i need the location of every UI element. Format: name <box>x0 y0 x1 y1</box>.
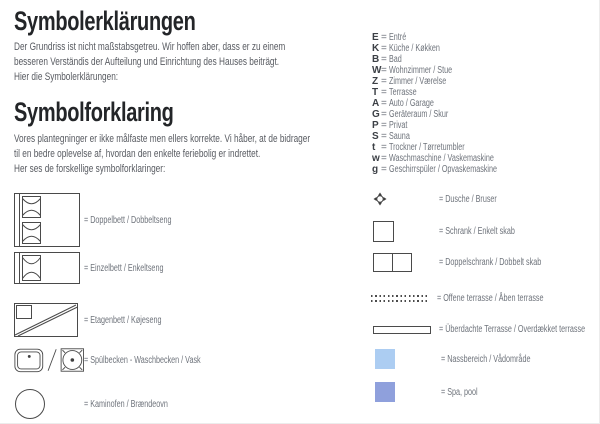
legend-label: = Nassbereich / Vådområde <box>441 353 531 365</box>
equals-sign: = <box>381 131 387 142</box>
legend-row <box>14 303 192 337</box>
legend-label: = Doppelbett / Dobbeltseng <box>84 214 172 226</box>
room-code-label: Zimmer / Værelse <box>389 76 447 87</box>
legend-row <box>14 252 194 284</box>
single-closet-icon <box>373 221 439 242</box>
room-code-letter: T <box>372 87 379 98</box>
room-code-label: Küche / Køkken <box>389 43 440 54</box>
german-intro-line: Hier die Symbolerklärungen: <box>14 71 119 83</box>
room-code-letter: G <box>372 109 380 120</box>
equals-sign: = <box>381 120 387 131</box>
room-code-label: Privat <box>389 120 408 131</box>
room-code-letter: W <box>372 65 382 76</box>
equals-sign: = <box>381 32 387 43</box>
legend-row <box>373 253 581 272</box>
room-code-row <box>372 43 539 54</box>
legend-row <box>371 293 585 304</box>
legend-row <box>373 221 544 242</box>
legend-label: = Einzelbett / Enkeltseng <box>84 262 164 274</box>
equals-sign: = <box>381 43 387 54</box>
danish-intro-line: Vores plantegninger er ikke målfaste men ellers korrekte. Vi håber, at de bidrager <box>14 133 311 145</box>
room-code-row <box>372 32 539 43</box>
room-code-label: Waschmaschine / Vaskemaskine <box>389 153 494 164</box>
room-code-row <box>372 87 539 98</box>
room-code-letter: B <box>372 54 380 65</box>
room-code-letter: t <box>372 142 376 153</box>
wood-stove-icon <box>14 388 84 420</box>
legend-row <box>375 349 565 369</box>
single-bed-icon <box>14 252 84 284</box>
equals-sign: = <box>381 109 387 120</box>
legend-row <box>14 193 205 247</box>
room-code-row <box>372 76 539 87</box>
german-intro-paragraph <box>14 40 376 85</box>
room-code-label: Wohnzimmer / Stue <box>389 65 453 76</box>
room-code-letter: E <box>372 32 379 43</box>
legend-label: = Spa, pool <box>441 386 478 398</box>
room-code-row <box>372 65 539 76</box>
room-code-label: Trockner / Tørretumbler <box>389 142 465 153</box>
danish-intro-paragraph <box>14 132 409 177</box>
german-intro-line: besseren Verständis der Aufteilung und Einrichtung des Hauses beiträgt. <box>14 56 280 68</box>
covered-terrace-icon <box>373 326 439 334</box>
double-bed-icon <box>14 193 84 247</box>
shower-icon <box>373 192 439 206</box>
legend-label: = Schrank / Enkelt skab <box>439 226 515 237</box>
legend-row <box>373 324 600 335</box>
room-code-label: Geräteraum / Skur <box>389 109 449 120</box>
danish-title: Symbolforklaring <box>14 97 174 127</box>
legend-row <box>14 346 246 374</box>
legend-label: = Kaminofen / Brændeovn <box>84 398 168 410</box>
legend-label: = Dusche / Bruser <box>439 193 497 205</box>
legend-row <box>373 192 519 206</box>
equals-sign: = <box>381 164 387 175</box>
room-code-letter: P <box>372 120 379 131</box>
room-code-row <box>372 164 539 175</box>
bunk-bed-icon <box>14 303 84 337</box>
room-code-label: Entré <box>389 32 407 43</box>
legend-label: = Offene terrasse / Åben terrasse <box>437 293 544 304</box>
legend-label: = Etagenbett / Køjeseng <box>84 314 162 326</box>
equals-sign: = <box>381 142 387 153</box>
equals-sign: = <box>381 153 387 164</box>
legend-label: = Spülbecken - Waschbecken / Vask <box>84 354 201 366</box>
room-code-label: Auto / Garage <box>389 98 434 109</box>
equals-sign: = <box>381 65 387 76</box>
wet-area-swatch <box>375 349 441 369</box>
room-code-row <box>372 98 539 109</box>
double-closet-icon <box>373 253 439 272</box>
german-title: Symbolerklärungen <box>14 6 196 36</box>
equals-sign: = <box>381 98 387 109</box>
room-code-letter: g <box>372 164 379 175</box>
equals-sign: = <box>381 87 387 98</box>
room-code-label: Bad <box>389 54 402 65</box>
german-intro-line: Der Grundriss ist nicht maßstabsgetreu. Wir hoffen aber, dass er zu einem <box>14 41 286 53</box>
room-code-label: Geschirrspüler / Opvaskemaskine <box>389 164 498 175</box>
room-code-row <box>372 153 539 164</box>
room-code-row <box>372 54 539 65</box>
room-code-letter: K <box>372 43 380 54</box>
danish-intro-line: Her ses de forskellige symbolforklaringer: <box>14 163 166 175</box>
danish-intro-line: til en bedre oplevelse af, hvordan den enkelte feriebolig er indrettet. <box>14 148 261 160</box>
room-code-row <box>372 131 539 142</box>
legend-label: = Überdachte Terrasse / Overdækket terrasse <box>439 324 586 335</box>
room-code-letter: S <box>372 131 379 142</box>
room-code-row <box>372 142 539 153</box>
legend-row <box>14 388 200 420</box>
open-terrace-icon <box>371 295 437 302</box>
room-code-letter: Z <box>372 76 379 87</box>
equals-sign: = <box>381 76 387 87</box>
room-code-row <box>372 120 539 131</box>
legend-label: = Doppelschrank / Dobbelt skab <box>439 257 542 268</box>
legend-row <box>375 382 492 402</box>
room-code-list <box>372 32 539 175</box>
room-code-letter: w <box>372 153 380 164</box>
room-code-row <box>372 109 539 120</box>
room-code-letter: A <box>372 98 380 109</box>
room-code-label: Terrasse <box>389 87 417 98</box>
equals-sign: = <box>381 54 387 65</box>
spa-pool-swatch <box>375 382 441 402</box>
sink-icons <box>14 346 84 374</box>
room-code-label: Sauna <box>389 131 410 142</box>
